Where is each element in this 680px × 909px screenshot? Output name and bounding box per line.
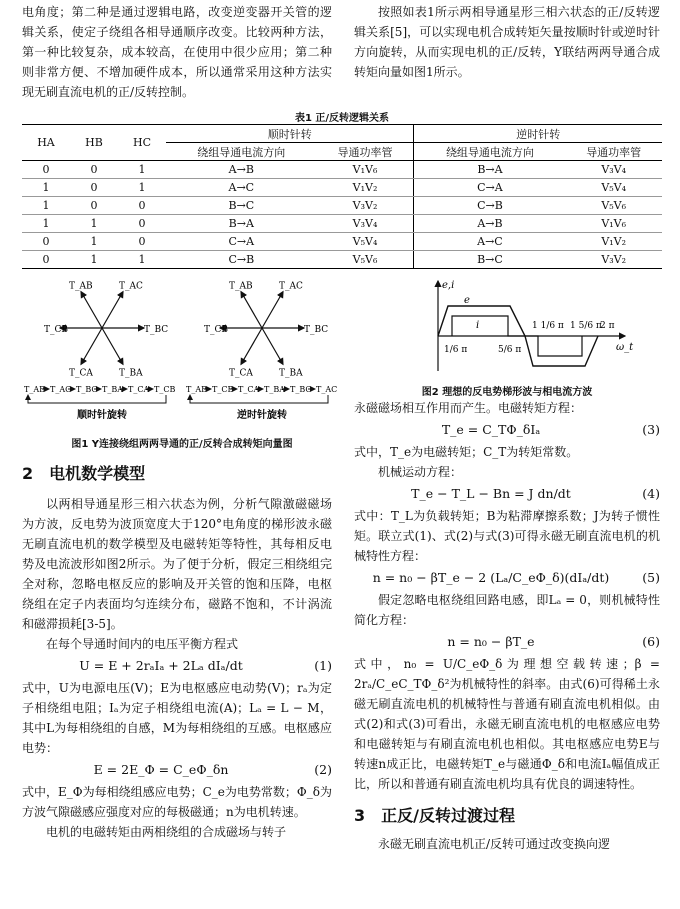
table-cell: 0 — [118, 197, 166, 215]
sequence-label: T_AC — [50, 385, 72, 394]
table-cell: 0 — [70, 197, 118, 215]
equation-6 — [354, 630, 660, 654]
table-cell: 0 — [118, 233, 166, 251]
label-counterclockwise: 逆时针旋转 — [237, 410, 287, 421]
right-body-column — [354, 398, 660, 854]
torque-vector-arrow — [241, 292, 262, 328]
table-row — [22, 233, 662, 251]
header-ha: HA — [37, 136, 55, 149]
fig2-e-label: e — [464, 295, 470, 306]
torque-vector-label: T_AC — [119, 281, 143, 292]
table-cell: V₅V₆ — [352, 253, 378, 266]
figure-1 — [22, 280, 342, 440]
figure-1-caption — [22, 432, 342, 451]
torque-vector-label: T_BA — [119, 368, 143, 379]
label-clockwise: 顺时针旋转 — [77, 410, 127, 421]
torque-vector-label: T_AB — [69, 281, 93, 292]
table-cell: B→A — [166, 215, 317, 233]
table-cell: 1 — [118, 179, 166, 197]
figure-2-caption-text: 图2 理想的反电势梯形波与相电流方波 — [421, 387, 593, 398]
table-cell: C→B — [414, 197, 565, 215]
torque-vector-arrow — [102, 328, 123, 364]
right-body-paragraph-3: 机械运动方程： — [378, 465, 463, 479]
fig2-x-label: ω_t — [616, 342, 634, 353]
section-2-number: 2 — [22, 464, 34, 483]
sequence-label: T_CA — [128, 385, 150, 394]
torque-vector-label: T_BC — [144, 325, 169, 335]
header-counterclockwise: 逆时针转 — [414, 125, 662, 143]
header-ccw-direction: 绕组导通电流方向 — [414, 143, 565, 161]
sequence-label: T_AB — [186, 385, 207, 394]
header-cw-switch: 导通功率管 — [337, 145, 393, 159]
header-clockwise: 顺时针转 — [166, 125, 414, 143]
table-cell: 1 — [118, 161, 166, 179]
table-cell: 0 — [42, 253, 50, 266]
header-hb: HB — [85, 136, 103, 149]
table-cell: B→C — [166, 197, 317, 215]
table-cell: 1 — [22, 197, 70, 215]
equation-5-text: n = n₀ − βT_e − 2 (Lₐ/C_eΦ_δ)(dIₐ/dt) — [372, 570, 610, 585]
left-body-paragraph-3: 式中，U为电源电压(V)；E为电枢感应电动势(V)；rₐ为定子相绕组电阻；Iₐ为定子相绕组电流(A)；Lₐ = L − M，其中L为每相绕组的自感，M为每相绕组的互感。电枢感应电势： — [22, 681, 332, 755]
sequence-label: T_BC — [76, 385, 98, 394]
table-cell: V₁V₂ — [317, 179, 414, 197]
table-row — [22, 215, 662, 233]
table-cell: 0 — [70, 179, 118, 197]
top-right-column — [354, 2, 660, 82]
figure-1-caption-text: 图1 Y连接绕组两两导通的正/反转合成转矩向量图 — [71, 439, 293, 450]
fig2-tick-4: 1 5/6 π — [570, 321, 602, 331]
section-3-title: 正反/反转过渡过程 — [381, 806, 515, 825]
table-cell: B→A — [414, 161, 565, 179]
left-body-column — [22, 494, 332, 842]
table-row — [22, 179, 662, 197]
table-cell: 1 — [70, 233, 118, 251]
table-cell: C→A — [166, 233, 317, 251]
sequence-return-arrow — [190, 395, 328, 403]
right-body-paragraph-6: 式中，n₀ = U/C_eΦ_δ为理想空载转速；β = 2rₐ/C_eC_TΦ_δ²为机械特性的斜率。由式(6)可得稀土永磁无刷直流电机的机械特性与普通有刷直流电机相似。由式(2)和式(3)可看出，永磁无刷直流电机的电枢感应电势和电磁转矩与有刷直流电机也相似。其电枢感应电势E与转速n成正比，电磁转矩T_e与磁通Φ_δ和电流Iₐ幅值成正比，所以和普通有刷直流电机均具有优良的调速特性。 — [354, 657, 660, 791]
figure-2 — [420, 276, 640, 376]
equation-6-text: n = n₀ − βT_e — [447, 634, 535, 649]
fig2-tick-2: 5/6 π — [498, 345, 522, 355]
table-cell: A→B — [414, 215, 565, 233]
equation-1-text: U = E + 2rₐIₐ + 2Lₐ dIₐ/dt — [79, 658, 243, 673]
fig2-tick-3: 1 1/6 π — [532, 321, 564, 331]
table-row — [22, 161, 662, 179]
left-body-paragraph-1: 以两相导通星形三相六状态为例，分析气隙激磁磁场为方波，反电势为波顶宽度大于120°电角度的梯形波永磁无刷直流电机的数学模型及电磁转矩等特性，其每相反电势及电流波形如图2所示。为了便于分析，假定三相绕组完全对称，忽略电枢反应的影响及开关管的饱和压降，电枢绕组在定子内表面均匀连续分布，磁路不饱和，不计涡流和磁滞损耗[3-5]。 — [22, 497, 332, 631]
header-ccw-switch: 导通功率管 — [586, 145, 642, 159]
torque-vector-label: T_AC — [279, 281, 303, 292]
torque-vector-arrow — [262, 328, 283, 364]
sequence-label: T_BC — [290, 385, 312, 394]
equation-5-number: (5) — [642, 570, 660, 585]
torque-vector-arrow — [81, 328, 102, 364]
table-cell: V₁V₆ — [565, 215, 662, 233]
equation-5 — [354, 566, 660, 590]
equation-4-number: (4) — [642, 486, 660, 501]
table-cell: C→A — [414, 179, 565, 197]
torque-vector-label: T_CB — [44, 325, 69, 335]
sequence-label: T_AB — [24, 385, 45, 394]
table-caption-text: 表1 正/反转逻辑关系 — [294, 113, 390, 124]
torque-vector-label: T_CA — [229, 368, 253, 379]
right-body-paragraph-2: 式中，T_e为电磁转矩；C_T为转矩常数。 — [354, 445, 579, 459]
table-cell: 1 — [22, 179, 70, 197]
torque-vector-label: T_CA — [69, 368, 93, 379]
sequence-label: T_AC — [316, 385, 338, 394]
table-cell: 1 — [138, 253, 146, 266]
fig2-y-label: e,i — [442, 280, 455, 291]
table-cell: A→B — [166, 161, 317, 179]
figure-1-star-left — [44, 282, 168, 379]
table-cell: V₅V₄ — [565, 179, 662, 197]
equation-3 — [354, 418, 660, 442]
section-3-heading — [354, 804, 660, 828]
torque-vector-arrow — [102, 292, 123, 328]
table-cell: C→B — [228, 253, 255, 266]
left-body-paragraph-2: 在每个导通时间内的电压平衡方程式 — [46, 637, 239, 651]
table-cell: 1 — [90, 253, 98, 266]
equation-2-number: (2) — [314, 762, 332, 777]
sequence-label: T_BA — [102, 385, 123, 394]
equation-3-number: (3) — [642, 422, 660, 437]
right-body-paragraph-5: 假定忽略电枢绕组回路电感，即Lₐ = 0，则机械特性简化方程： — [354, 593, 660, 627]
sequence-label: T_CA — [238, 385, 260, 394]
table-cell: A→C — [414, 233, 565, 251]
equation-6-number: (6) — [642, 634, 660, 649]
left-body-paragraph-5: 电机的电磁转矩由两相绕组的合成磁场与转子 — [46, 825, 287, 839]
table-cell: V₃V₂ — [317, 197, 414, 215]
table-cell: V₃V₂ — [601, 253, 627, 266]
fig2-i-label: i — [476, 320, 480, 331]
logic-table — [22, 124, 662, 269]
torque-vector-label: T_BA — [279, 368, 303, 379]
equation-4-text: T_e − T_L − Bn = J dn/dt — [411, 486, 571, 501]
equation-3-text: T_e = C_TΦ_δIₐ — [441, 422, 541, 437]
table-cell: A→C — [166, 179, 317, 197]
right-body-paragraph-4: 式中：T_L为负载转矩；B为粘滞摩擦系数；J为转子惯性矩。联立式(1)、式(2)与式(3)可得永磁无刷直流电机的机械特性方程： — [354, 509, 660, 563]
table-cell: 1 — [22, 215, 70, 233]
sequence-label: T_CB — [212, 385, 234, 394]
figure-1-star-right — [204, 282, 328, 379]
top-left-column — [22, 2, 332, 102]
table-row — [22, 197, 662, 215]
table-cell: V₅V₆ — [565, 197, 662, 215]
fig2-tick-1: 1/6 π — [444, 345, 468, 355]
figure-1-sequence-clockwise — [24, 385, 175, 403]
table-cell: V₅V₄ — [317, 233, 414, 251]
equation-4 — [354, 482, 660, 506]
header-cw-direction: 绕组导通电流方向 — [197, 145, 286, 159]
torque-vector-arrow — [241, 328, 262, 364]
table-cell: V₃V₄ — [317, 215, 414, 233]
sequence-return-arrow — [28, 395, 166, 403]
sequence-label: T_BA — [264, 385, 285, 394]
equation-1 — [22, 654, 332, 678]
table-caption — [22, 106, 662, 125]
torque-vector-arrow — [262, 292, 283, 328]
top-right-paragraph: 按照如表1所示两相导通星形三相六状态的正/反转逻辑关系[5]，可以实现电机合成转矩矢量按顺时针或逆时针方向旋转，从而实现电机的正/反转，Y联结两两导通合成转矩向量如图1所示。 — [354, 5, 660, 79]
section-2-heading — [22, 462, 145, 486]
table-cell: V₃V₄ — [565, 161, 662, 179]
torque-vector-arrow — [81, 292, 102, 328]
right-body-paragraph-1: 永磁磁场相互作用而产生。电磁转矩方程： — [354, 401, 583, 415]
table-cell: 0 — [22, 233, 70, 251]
figure-1-sequence-counterclockwise — [186, 385, 337, 403]
table-cell: 1 — [70, 215, 118, 233]
top-left-paragraph: 电角度；第二种是通过逻辑电路，改变逆变器开关管的逻辑关系，使定子绕组各相导通顺序改变。比较两种方法，第一种比较复杂，成本较高，在使用中很少应用；第二种则非常方便、不增加硬件成本，所以通常采用这种方法实现无刷直流电机的正/反转控制。 — [22, 5, 332, 99]
equation-2 — [22, 758, 332, 782]
table-cell: V₁V₂ — [565, 233, 662, 251]
table-cell: V₁V₆ — [317, 161, 414, 179]
logic-table-body — [22, 161, 662, 269]
figure-2-caption — [354, 380, 660, 399]
equation-2-text: E = 2E_Φ = C_eΦ_δn — [93, 762, 229, 777]
table-cell: 0 — [22, 161, 70, 179]
right-body-paragraph-7: 永磁无刷直流电机正/反转可通过改变换向逻 — [378, 837, 611, 851]
torque-vector-label: T_AB — [229, 281, 253, 292]
torque-vector-label: T_BC — [304, 325, 329, 335]
table-row — [22, 251, 662, 269]
left-body-paragraph-4: 式中，E_Φ为每相绕组感应电势；C_e为电势常数；Φ_δ为方波气隙磁感应强度对应的每极磁通；n为电机转速。 — [22, 785, 332, 819]
table-cell: 0 — [118, 215, 166, 233]
header-hc: HC — [132, 136, 151, 149]
equation-1-number: (1) — [314, 658, 332, 673]
fig2-tick-5: 2 π — [600, 321, 615, 331]
table-cell: 0 — [70, 161, 118, 179]
table-cell: B→C — [414, 251, 565, 269]
section-3-number: 3 — [354, 806, 366, 825]
sequence-label: T_CB — [154, 385, 176, 394]
section-2-title: 电机数学模型 — [49, 464, 146, 483]
torque-vector-label: T_CB — [204, 325, 229, 335]
